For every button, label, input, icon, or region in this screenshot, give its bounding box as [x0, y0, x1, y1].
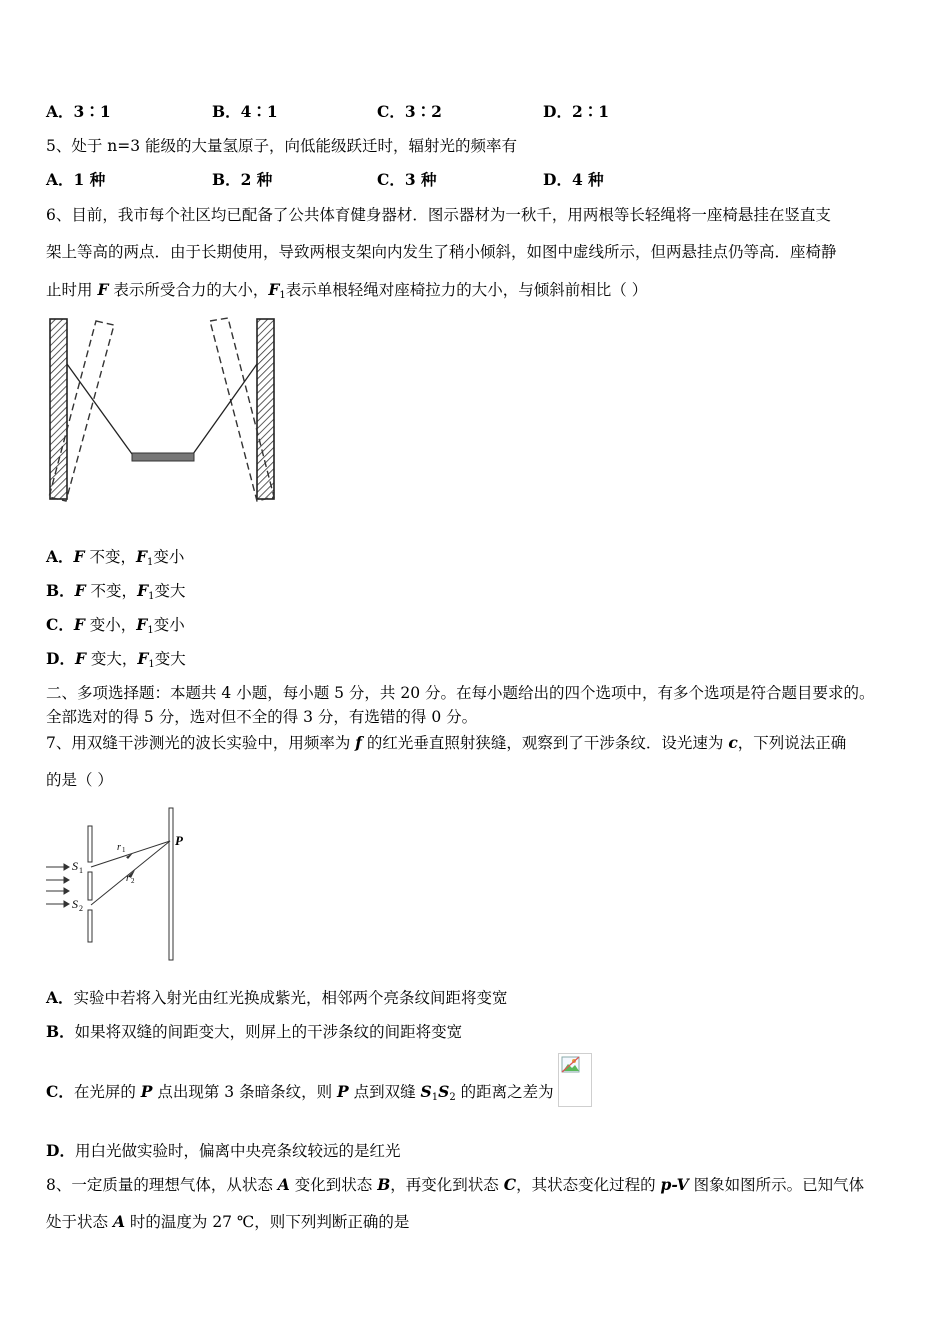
barrier-middle: [88, 872, 92, 900]
q6-option-c: C．F 变小，$F_1$变小: [46, 615, 185, 636]
incident-light-arrows: [46, 864, 69, 907]
label-r1: r: [117, 842, 121, 853]
swing-seat: [132, 453, 194, 461]
label-r2: r: [126, 873, 130, 884]
q4-option-d: D．2∶1: [543, 102, 610, 121]
label-P: P: [175, 833, 183, 848]
q7-option-c: C．在光屏的 P 点出现第 3 条暗条纹，则 P 点到双缝 $S_1S_2$ 的距离之差为: [46, 1082, 554, 1103]
q8-stem-line2: 处于状态 A 时的温度为 27 ℃，则下列判断正确的是: [46, 1212, 410, 1231]
missing-formula-image: [558, 1053, 592, 1107]
right-rope: [193, 364, 257, 454]
q5-stem: 5、处于 n=3 能级的大量氢原子，向低能级跃迁时，辐射光的频率有: [46, 137, 518, 155]
ray-r1: [91, 841, 170, 867]
q6-option-d: D．F 变大，$F_1$变大: [46, 649, 186, 670]
q8-stem-line1: 8、一定质量的理想气体，从状态 A 变化到状态 B，再变化到状态 C，其状态变化过程的 p-V 图象如图所示。已知气体: [46, 1175, 865, 1194]
q7-option-b: B．如果将双缝的间距变大，则屏上的干涉条纹的间距将变宽: [46, 1022, 463, 1041]
double-slit-figure: [40, 804, 200, 964]
label-S1: S: [72, 859, 78, 873]
q6-stem-line3: 止时用 F 表示所受合力的大小，$F_1$表示单根轻绳对座椅拉力的大小，与倾斜前相比（ ）: [46, 280, 648, 301]
q4-option-c: C．3∶2: [377, 102, 442, 121]
q6-option-a: A．F 不变，$F_1$变小: [46, 547, 185, 568]
ray-r2: [91, 841, 170, 905]
q4-option-b: B．4∶1: [212, 102, 278, 121]
label-r2-sub: 2: [131, 877, 135, 885]
q7-option-a: A．实验中若将入射光由红光换成紫光，相邻两个亮条纹间距将变宽: [46, 988, 508, 1007]
label-S2-sub: 2: [79, 904, 83, 913]
section2-heading-line2: 全部选对的得 5 分，选对但不全的得 3 分，有选错的得 0 分。: [46, 708, 478, 726]
q5-option-c: C．3 种: [377, 170, 437, 189]
q7-option-d: D．用白光做实验时，偏离中央亮条纹较远的是红光: [46, 1141, 401, 1160]
swing-figure: [44, 316, 280, 502]
label-S1-sub: 1: [79, 866, 83, 875]
label-r1-sub: 1: [122, 846, 126, 854]
q4-option-a: A．3∶1: [46, 102, 111, 121]
barrier-top: [88, 826, 92, 862]
q7-stem-line1: 7、用双缝干涉测光的波长实验中，用频率为 f 的红光垂直照射狭缝，观察到了干涉条纹．设光速为 c，下列说法正确: [46, 733, 847, 752]
right-support-post: [257, 319, 274, 499]
label-S2: S: [72, 897, 78, 911]
broken-image-icon: [561, 1056, 581, 1074]
section2-heading-line1: 二、多项选择题：本题共 4 小题，每小题 5 分，共 20 分。在每小题给出的四个选项中，有多个选项是符合题目要求的。: [46, 684, 875, 702]
q6-stem-line2: 架上等高的两点．由于长期使用，导致两根支架向内发生了稍小倾斜，如图中虚线所示，但两悬挂点仍等高．座椅静: [46, 243, 837, 261]
left-support-post: [50, 319, 67, 499]
q5-option-b: B．2 种: [212, 170, 273, 189]
q6-stem-line1: 6、目前，我市每个社区均已配备了公共体育健身器材．图示器材为一秋千，用两根等长轻绳将一座椅悬挂在竖直支: [46, 206, 831, 224]
q6-option-b: B．F 不变，$F_1$变大: [46, 581, 186, 602]
q7-stem-line2: 的是（ ）: [46, 771, 113, 789]
screen: [169, 808, 173, 960]
q5-option-d: D．4 种: [543, 170, 604, 189]
q5-option-a: A．1 种: [46, 170, 106, 189]
barrier-bottom: [88, 910, 92, 942]
